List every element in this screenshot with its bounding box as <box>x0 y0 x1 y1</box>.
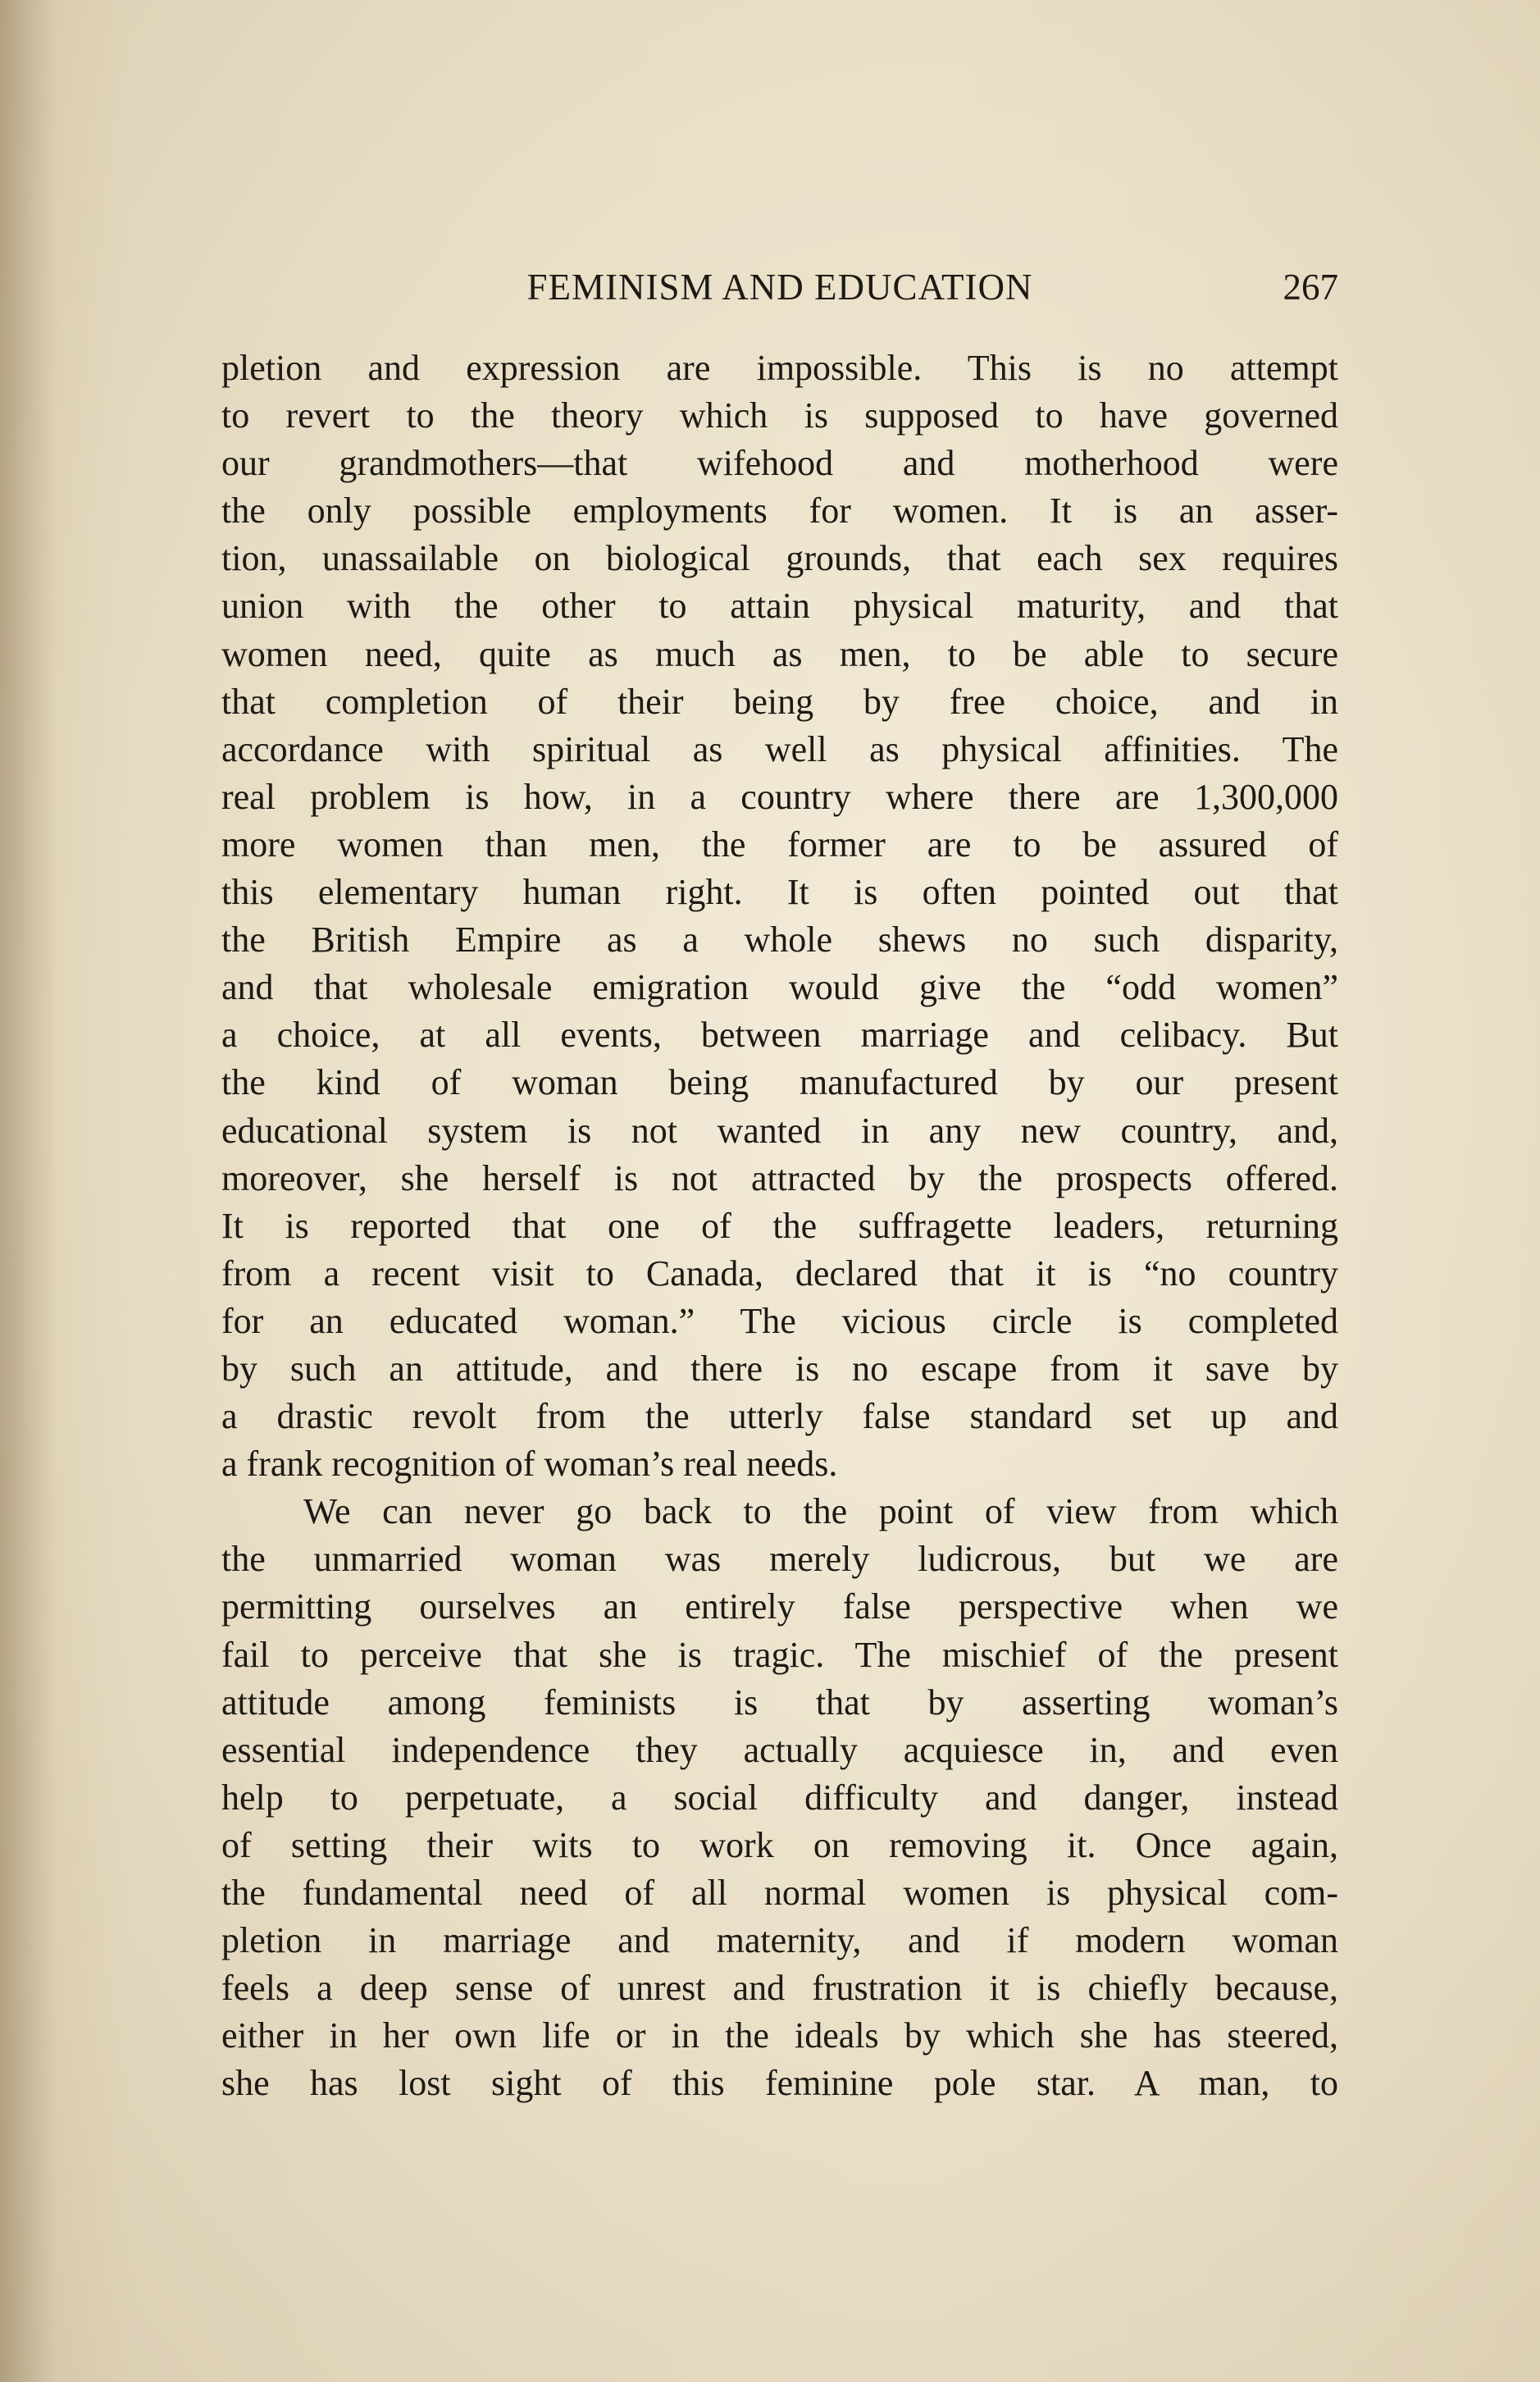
text-line: union with the other to attain physical maturity, and that <box>221 586 1338 627</box>
text-line: moreover, she herself is not attracted by the prospects offered. <box>221 1157 1338 1198</box>
text-line: by such an attitude, and there is no escape from it save by <box>221 1348 1338 1389</box>
text-line: the unmarried woman was merely ludicrous, but we are <box>221 1539 1338 1580</box>
text-line: pletion in marriage and maternity, and if modern woman <box>221 1920 1338 1961</box>
text-line: our grandmothers—that wifehood and motherhood were <box>221 443 1338 484</box>
text-line: attitude among feminists is that by asserting woman’s <box>221 1682 1338 1723</box>
text-line: of setting their wits to work on removing it. Once again, <box>221 1824 1338 1865</box>
text-line: the only possible employments for women. It is an asser- <box>221 491 1338 532</box>
gutter-shadow <box>0 0 57 2382</box>
text-line: educational system is not wanted in any new country, and, <box>221 1110 1338 1151</box>
page-number: 267 <box>1283 267 1338 308</box>
text-line: the kind of woman being manufactured by our present <box>221 1062 1338 1103</box>
text-line: the fundamental need of all normal women is physical com- <box>221 1873 1338 1913</box>
text-line: feels a deep sense of unrest and frustration it is chiefly because, <box>221 1968 1338 2009</box>
body-text <box>221 345 1338 2107</box>
text-line: either in her own life or in the ideals by which she has steered, <box>221 2015 1338 2056</box>
text-line: real problem is how, in a country where there are 1,300,000 <box>221 776 1338 817</box>
text-line: pletion and expression are impossible. This is no attempt <box>221 348 1338 388</box>
text-line: a drastic revolt from the utterly false standard set up and <box>221 1396 1338 1437</box>
text-line: help to perpetuate, a social difficulty and danger, instead <box>221 1777 1338 1818</box>
text-line: from a recent visit to Canada, declared that it is “no country <box>221 1253 1338 1294</box>
text-line: essential independence they actually acquiesce in, and even <box>221 1729 1338 1770</box>
text-line: fail to perceive that she is tragic. The mischief of the present <box>221 1634 1338 1675</box>
text-line: more women than men, the former are to be assured of <box>221 824 1338 865</box>
text-line: that completion of their being by free choice, and in <box>221 681 1338 722</box>
text-line: and that wholesale emigration would give the “odd women” <box>221 967 1338 1008</box>
text-line: for an educated woman.” The vicious circle is completed <box>221 1300 1338 1341</box>
text-line: the British Empire as a whole shews no such disparity, <box>221 919 1338 961</box>
text-line: she has lost sight of this feminine pole star. A man, to <box>221 2063 1338 2104</box>
text-line: women need, quite as much as men, to be able to secure <box>221 633 1338 674</box>
text-line: It is reported that one of the suffragette leaders, returning <box>221 1205 1338 1246</box>
paragraph-start-line: We can never go back to the point of view from which <box>303 1491 1338 1532</box>
text-line: permitting ourselves an entirely false perspective when we <box>221 1586 1338 1627</box>
paragraph-end-line: a frank recognition of woman’s real needs. <box>221 1444 838 1485</box>
text-line: accordance with spiritual as well as physical affinities. The <box>221 728 1338 769</box>
text-line: a choice, at all events, between marriage and celibacy. But <box>221 1015 1338 1056</box>
page-header <box>221 261 1338 318</box>
text-line: tion, unassailable on biological grounds, that each sex requires <box>221 538 1338 579</box>
text-line: this elementary human right. It is often pointed out that <box>221 872 1338 913</box>
text-line: to revert to the theory which is supposed to have governed <box>221 395 1338 436</box>
running-title: FEMINISM AND EDUCATION <box>526 267 1033 308</box>
